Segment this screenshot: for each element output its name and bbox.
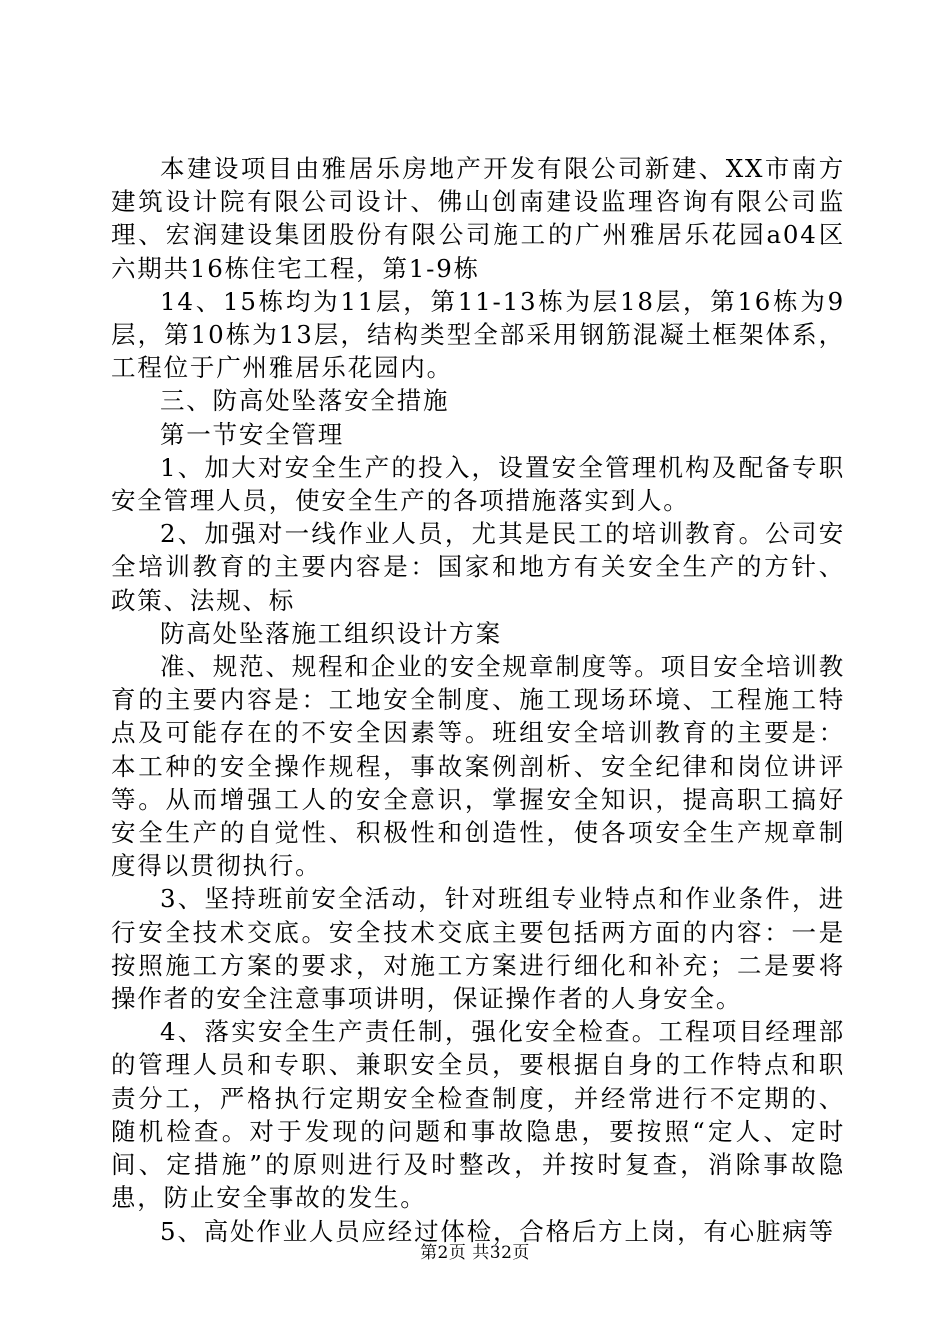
document-title-line: 防高处坠落施工组织设计方案 [160, 618, 502, 648]
paragraph-item-5: 5、高处作业人员应经过体检，合格后方上岗，有心脏病等 [160, 1216, 835, 1246]
paragraph-building-floors: 14、15栋均为11层，第11-13栋为层18层，第16栋为9层，第10栋为13层，结构类型全部采用钢筋混凝土框架体系，工程位于广州雅居乐花园内。 [111, 286, 845, 383]
section-heading-fall-prevention: 三、防高处坠落安全措施 [160, 386, 450, 416]
paragraph-item-1: 1、加大对安全生产的投入，设置安全管理机构及配备专职安全管理人员，使安全生产的各项措施落实到人。 [111, 452, 845, 516]
subsection-heading-safety-management: 第一节安全管理 [160, 419, 345, 449]
document-body [111, 152, 845, 1248]
paragraph-item-4: 4、落实安全生产责任制，强化安全检查。工程项目经理部的管理人员和专职、兼职安全员，要根据自身的工作特点和职责分工，严格执行定期安全检查制度，并经常进行不定期的、随机检查。对于发现的问题和事故隐患，要按照“定人、定时间、定措施”的原则进行及时整改，并按时复查，消除事故隐患，防止安全事故的发生。 [111, 1017, 845, 1213]
paragraph-item-3: 3、坚持班前安全活动，针对班组专业特点和作业条件，进行安全技术交底。安全技术交底主要包括两方面的内容：一是按照施工方案的要求，对施工方案进行细化和补充；二是要将操作者的安全注意事项讲明，保证操作者的人身安全。 [111, 884, 845, 1014]
paragraph-item-2: 2、加强对一线作业人员，尤其是民工的培训教育。公司安全培训教育的主要内容是：国家和地方有关安全生产的方针、政策、法规、标 [111, 519, 845, 615]
paragraph-item-2-continued: 准、规范、规程和企业的安全规章制度等。项目安全培训教育的主要内容是：工地安全制度、施工现场环境、工程施工特点及可能存在的不安全因素等。班组安全培训教育的主要是：本工种的安全操作规程，事故案例剖析、安全纪律和岗位讲评等。从而增强工人的安全意识，掌握安全知识，提高职工搞好安全生产的自觉性、积极性和创造性，使各项安全生产规章制度得以贯彻执行。 [111, 652, 845, 881]
page-number-footer: 第2页 共32页 [420, 1243, 530, 1263]
paragraph-project-overview: 本建设项目由雅居乐房地产开发有限公司新建、XX市南方建筑设计院有限公司设计、佛山创南建设监理咨询有限公司监理、宏润建设集团股份有限公司施工的广州雅居乐花园a04区六期共16栋住宅工程，第1-9栋 [111, 154, 845, 283]
